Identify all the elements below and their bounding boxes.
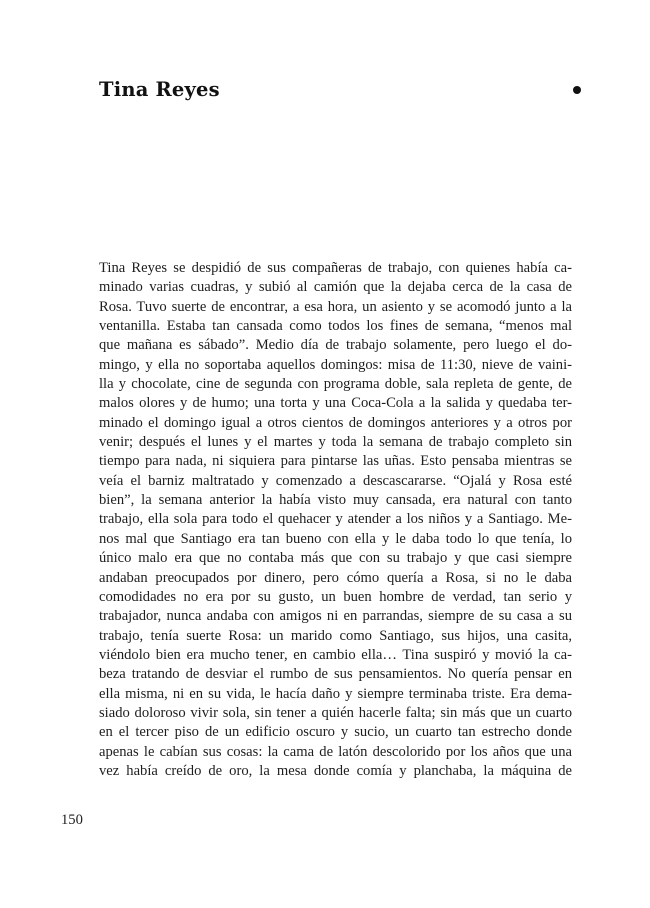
text-line: trabajador, nunca andaba con amigos ni en parrandas, siempre de su casa a su [99, 608, 572, 625]
text-line: minado varias cuadras, y subió al camión que la dejaba cerca de la casa de [99, 279, 572, 296]
text-line: trabajo, ella sola para todo el quehacer y atender a los niños y a Santiago. Me- [99, 511, 572, 528]
text-line: malos olores y de humo; una torta y una Coca-Cola a la salida y quedaba ter- [99, 395, 572, 412]
text-line: viéndolo bien era mucho tener, en cambio ella… Tina suspiró y movió la ca- [99, 646, 572, 663]
text-line: en el tercer piso de un edificio oscuro y sucio, un cuarto tan estrecho donde [99, 724, 572, 741]
text-line: comodidades no era por su gusto, un buen hombre de verdad, tan serio y [99, 588, 572, 605]
text-line: minado el domingo igual a otros cientos de domingos anteriores y a otros por [99, 414, 572, 431]
bullet-icon [573, 86, 581, 94]
text-line: tiempo para nada, ni siquiera para pintarse las uñas. Esto pensaba mientras se [99, 453, 572, 470]
page-number: 150 [61, 812, 83, 828]
text-line: venir; después el lunes y el martes y toda la semana de trabajo completo sin [99, 434, 572, 451]
text-line: apenas le cabían sus cosas: la cama de latón descolorido por los años que una [99, 743, 572, 760]
chapter-title: Tina Reyes [99, 78, 220, 101]
text-line: veía el barniz maltratado y comenzado a descascararse. “Ojalá y Rosa esté [99, 472, 572, 489]
text-line: Rosa. Tuvo suerte de encontrar, a esa hora, un asiento y se acomodó junto a la [99, 298, 572, 315]
text-line: bien”, la semana anterior la había visto muy cansada, era natural con tanto [99, 492, 572, 509]
text-line: mingo, y ella no soportaba aquellos domingos: misa de 11:30, nieve de vaini- [99, 356, 572, 373]
text-line: ella misma, ni en su vida, le hacía daño y siempre terminaba triste. Era dema- [99, 685, 572, 702]
text-line: lla y chocolate, cine de segunda con programa doble, sala repleta de gente, de [99, 376, 572, 393]
text-line: trabajo, tenía suerte Rosa: un marido como Santiago, sus hijos, una casita, [99, 627, 572, 644]
text-line: nos mal que Santiago era tan bueno con ella y le daba todo lo que tenía, lo [99, 530, 572, 547]
text-line: vez había creído de oro, la mesa donde comía y planchaba, la máquina de [99, 762, 572, 779]
text-line: andaban preocupados por dinero, pero cómo quería a Rosa, si no le daba [99, 569, 572, 586]
text-line: siado doloroso vivir sola, sin tener a quién hacerle falta; sin más que un cuarto [99, 704, 572, 721]
text-line: que mañana es sábado”. Medio día de trabajo solamente, pero luego el do- [99, 337, 572, 354]
text-line: Tina Reyes se despidió de sus compañeras de trabajo, con quienes había ca- [99, 260, 572, 276]
text-line: ventanilla. Estaba tan cansada como todos los fines de semana, “menos mal [99, 318, 572, 335]
body-text [99, 259, 572, 781]
text-line: beza tratando de desviar el rumbo de sus pensamientos. No quería pensar en [99, 666, 572, 683]
text-line: único malo era que no contaba más que con su trabajo y que casi siempre [99, 550, 572, 567]
